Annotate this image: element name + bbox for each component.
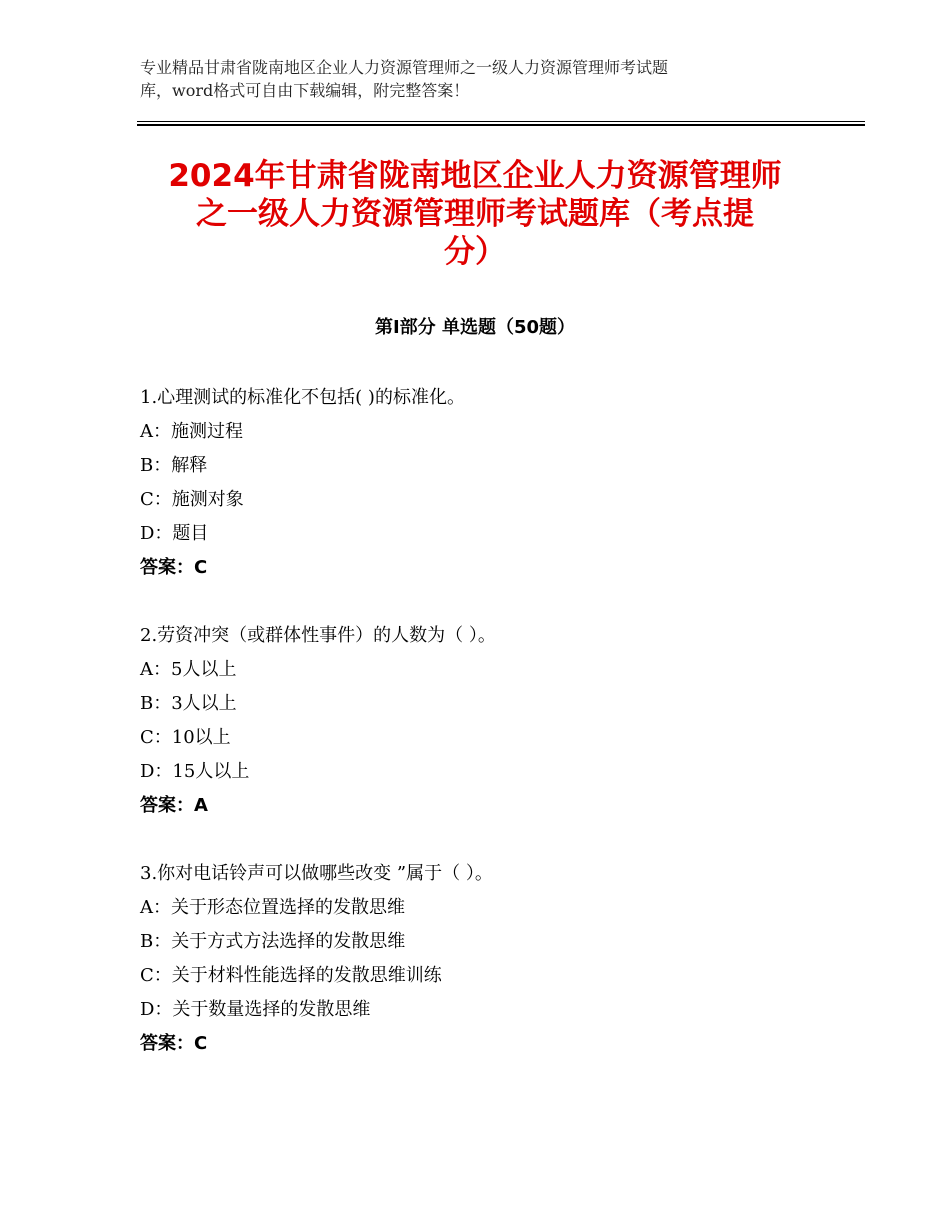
section-heading: 第Ⅰ部分 单选题（50题） — [374, 317, 575, 338]
option-c: C：施测对象 — [140, 489, 244, 510]
option-c: C：10以上 — [140, 727, 231, 748]
question-stem: 3.你对电话铃声可以做哪些改变 ”属于（ ）。 — [140, 863, 493, 884]
header-divider — [137, 121, 865, 126]
question-stem: 2.劳资冲突（或群体性事件）的人数为（ ）。 — [140, 625, 496, 646]
option-b: B：解释 — [140, 455, 208, 476]
document-title — [120, 157, 830, 271]
answer: 答案：C — [140, 1033, 208, 1054]
answer: 答案：C — [140, 557, 208, 578]
option-a: A：关于形态位置选择的发散思维 — [140, 897, 405, 918]
question-2 — [140, 619, 860, 823]
option-a: A：施测过程 — [140, 421, 243, 442]
answer: 答案：A — [140, 795, 208, 816]
question-3 — [140, 857, 860, 1061]
header-note-line-2: 库，word格式可自由下载编辑，附完整答案！ — [140, 81, 470, 100]
option-b: B：3人以上 — [140, 693, 237, 714]
option-d: D：15人以上 — [140, 761, 250, 782]
header-note-line-1: 专业精品甘肃省陇南地区企业人力资源管理师之一级人力资源管理师考试题 — [140, 58, 669, 77]
document-title-line-2: 之一级人力资源管理师考试题库（考点提 — [196, 196, 754, 232]
option-c: C：关于材料性能选择的发散思维训练 — [140, 965, 442, 986]
question-1 — [140, 381, 860, 585]
option-d: D：关于数量选择的发散思维 — [140, 999, 371, 1020]
header-note — [140, 56, 840, 102]
question-stem: 1.心理测试的标准化不包括( )的标准化。 — [140, 387, 465, 408]
document-title-line-1: 2024年甘肃省陇南地区企业人力资源管理师 — [168, 158, 782, 194]
option-a: A：5人以上 — [140, 659, 237, 680]
option-b: B：关于方式方法选择的发散思维 — [140, 931, 406, 952]
option-d: D：题目 — [140, 523, 209, 544]
document-title-line-3: 分） — [444, 234, 506, 270]
